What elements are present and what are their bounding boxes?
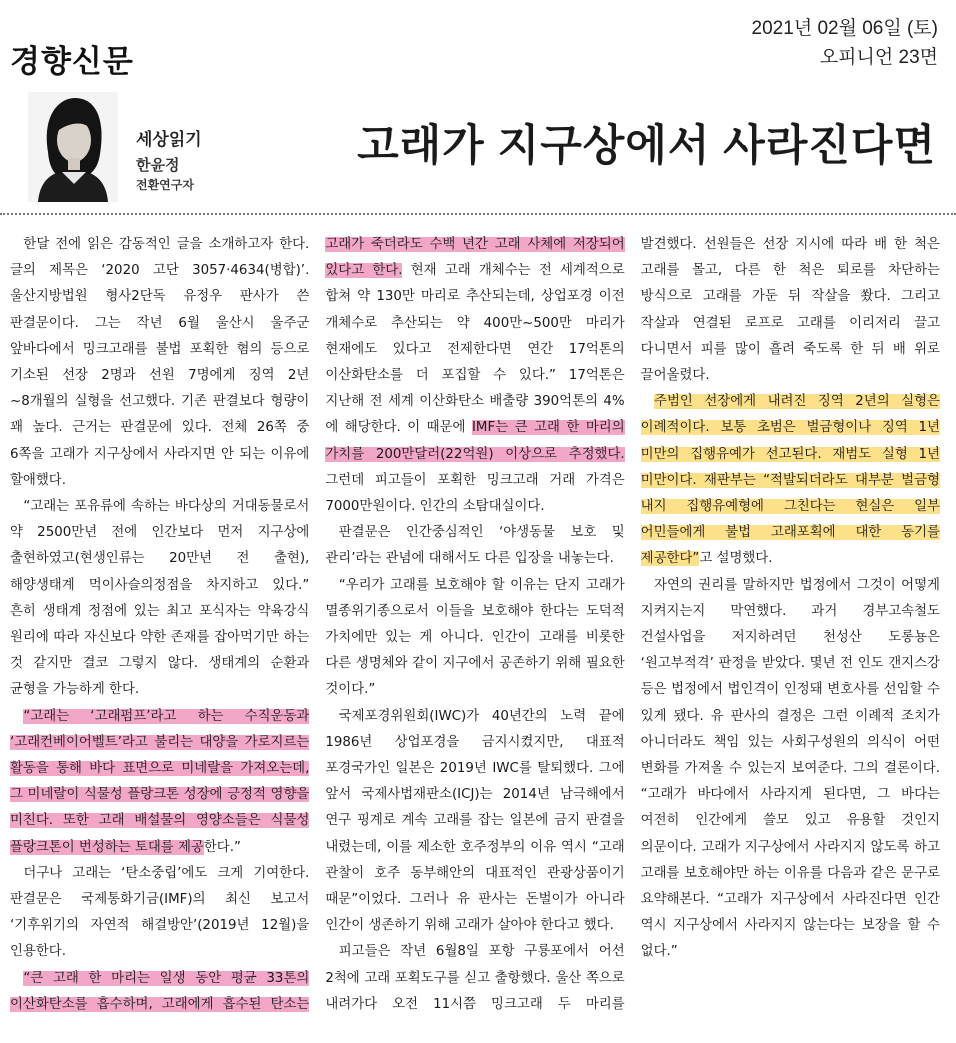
- paragraph-5-middle: 현재 고래 개체수는 전 세계적으로 합쳐 약 130만 마리로 추산되는데, 상업포경 이전 개체수로 추산되는 약 400만~500만 마리가 현재에도 있다고 전제한다면 연간 17억톤의 이산화탄소를 더 포집할 수 있다.” 17억톤은 지난해 전 세계 이산화탄소 배출량 390억톤의 4%에 해당한다. 이 때문에: [325, 263, 625, 436]
- paragraph-10: [641, 389, 940, 572]
- publication-date: 2021년 02월 06일 (토): [751, 18, 938, 39]
- article-body: [10, 232, 940, 1032]
- highlight-quote-open: “: [23, 970, 31, 986]
- highlight-imf-value: IMF는 큰 고래 한 마리의 가치를 200만달러(22억원) 이상으로 추정했다.: [325, 420, 625, 462]
- highlight-sentence: 주범인 선장에게 내려진 징역 2년의 실형은 이례적이다. 보통 초범은 벌금형이나 징역 1년 미만의 집행유예가 선고된다. 재범도 실형 1년 미만이다. 재판부는 “적발되더라도 대부분 벌금형 내지 집행유예형에 그친다는 현실은 일부 어민들에게 불법 고래포획에 대한 동기를 제공한다”: [640, 394, 940, 567]
- column-label: 세상읽기: [136, 130, 202, 150]
- paragraph-7: “우리가 고래를 보호해야 할 이유는 단지 고래가 멸종위기종으로서 이들을 보호해야 한다는 도덕적 가치에만 있는 게 아니다. 인간이 고래를 비롯한 다른 생명체와 같이 지구에서 공존하기 위해 필요한 것이다.”: [325, 577, 625, 698]
- highlight-carbon-storage: 큰 고래 한 마리는 일생 동안 평균 33톤의 이산화탄소를 흡수하며, 고래에게 흡수된 탄소는 고래가 죽더라도 수백 년간 고래 사체에 저장되어 있다고 한다.: [10, 237, 625, 1012]
- paragraph-9: 피고들은 작년 6월8일 포항 구룡포에서 어선 2척에 고래 포획도구를 싣고 출항했다. 울산 쪽으로 내려가다 오전 11시쯤 밍크고래 두 마리를 발견했다. 선원들은 선장 지시에 따라 배 한 척은 고래를 몰고, 다른 한 척은 퇴로를 차단하는 방식으로 고래를 가둔 뒤 작살을 쐈다. 그리고 작살과 연결된 로프로 고래를 이리저리 끌고 다니면서 피를 많이 흘려 죽도록 한 뒤 배 위로 끌어올렸다.: [325, 237, 940, 1012]
- paragraph-3-tail: 한다.”: [203, 839, 241, 855]
- paragraph-5-tail: 그런데 피고들이 포획한 밍크고래 거래 가격은 7000만원이다. 인간의 소탐대실이다.: [325, 472, 625, 515]
- paragraph-3: [10, 704, 309, 861]
- author-portrait: [28, 92, 118, 202]
- paragraph-11: 자연의 권리를 말하지만 법정에서 그것이 어떻게 지켜지는지 막연했다. 과거 경부고속철도 건설사업을 저지하려던 천성산 도롱뇽은 ‘원고부적격’ 판정을 받았다. 몇년 전 인도 갠지스강 등은 법정에서 법인격이 인정돼 변호사를 선임할 수 있게 됐다. 유 판사의 결정은 그런 이례적 조치가 아니더라도 책임 있는 사회구성원의 의식이 어떤 변화를 가져올 수 있는지 보여준다. 그의 결론이다. “고래가 바다에서 사라지게 된다면, 그 바다는 여전히 인간에게 쓸모 있고 유용할 것인지 의문이다. 고래가 지구상에서 사라지지 않도록 하고 고래를 보호해야만 하는 이유를 다음과 같은 문구로 요약해본다. “고래가 지구상에서 사라진다면 인간 역시 지구상에서 사라지지 않는다는 보장을 할 수 없다.”: [640, 577, 940, 960]
- paragraph-10-tail: 고 설명했다.: [699, 551, 773, 567]
- author-name: 한윤정: [136, 156, 180, 174]
- paragraph-6: 판결문은 인간중심적인 ‘야생동물 보호 및 관리’라는 관념에 대해서도 다른 입장을 내놓는다.: [325, 525, 625, 567]
- author-photo-icon: [28, 92, 118, 202]
- paragraph-1: 한달 전에 읽은 감동적인 글을 소개하고자 한다. 글의 제목은 ‘2020 고단 3057·4634(병합)’. 울산지방법원 형사2단독 유정우 판사가 쓴 판결문이다. 그는 작년 6월 울산시 울주군 앞바다에서 밍크고래를 불법 포획한 혐의 등으로 기소된 선장 2명과 선원 7명에게 징역 2년~8개월의 실형을 선고했다. 기존 판결보다 형량이 꽤 높다. 근거는 판결문에 있다. 전체 26쪽 중 6쪽을 고래가 지구상에서 사라지면 안 되는 이유에 할애했다.: [10, 237, 310, 488]
- section-page: 오피니언 23면: [819, 47, 938, 68]
- paragraph-8: 국제포경위원회(IWC)가 40년간의 노력 끝에 1986년 상업포경을 금지시켰지만, 대표적 포경국가인 일본은 2019년 IWC를 탈퇴했다. 그에 앞서 국제사법재판소(ICJ)는 2014년 남극해에서 연구 핑계로 계속 고래를 잡는 일본에 금지 판결을 내렸는데, 이를 제소한 호주정부의 이유 역시 “고래 관찰이 호주 동부해안의 대표적인 관광상품이기 때문”이었다. 그러나 유 판사는 돈벌이가 아니라 인간이 생존하기 위해 고래가 살아야 한다고 했다.: [325, 708, 625, 934]
- paragraph-2: “고래는 포유류에 속하는 바다상의 거대동물로서 약 2500만년 전에 인간보다 먼저 지구상에 출현하였고(현생인류는 20만년 전 출현), 해양생태계 먹이사슬의정점을 차지하고 있다.” 흔히 생태계 정점에 있는 최고 포식자는 약육강식 원리에 따라 자신보다 약한 존재를 잡아먹기만 하는 것 같지만 결코 그렇지 않다. 생태계의 순환과 균형을 가능하게 한다.: [10, 499, 310, 698]
- article-headline: 고래가 지구상에서 사라진다면: [357, 122, 936, 170]
- dateline: [752, 14, 938, 72]
- byline: [136, 128, 202, 194]
- header-divider: [0, 213, 956, 215]
- author-role: 전환연구자: [136, 178, 194, 192]
- paragraph-4: 더구나 고래는 ‘탄소중립’에도 크게 기여한다. 판결문은 국제통화기금(IMF)의 최신 보고서 ‘기후위기의 자연적 해결방안’(2019년 12월)을 인용한다.: [10, 865, 310, 960]
- highlight-whale-pump: “고래는 ‘고래펌프’라고 하는 수직운동과 ‘고래컨베이어벨트’라고 불리는 대양을 가로지르는 활동을 통해 바다 표면으로 미네랄을 가져오는데, 그 미네랄이 식물성 플랑크톤 성장에 긍정적 영향을 미친다. 또한 고래 배설물의 영양소들은 식물성 플랑크톤이 번성하는 토대를 제공: [10, 708, 310, 855]
- newspaper-masthead: 경향신문: [10, 44, 134, 80]
